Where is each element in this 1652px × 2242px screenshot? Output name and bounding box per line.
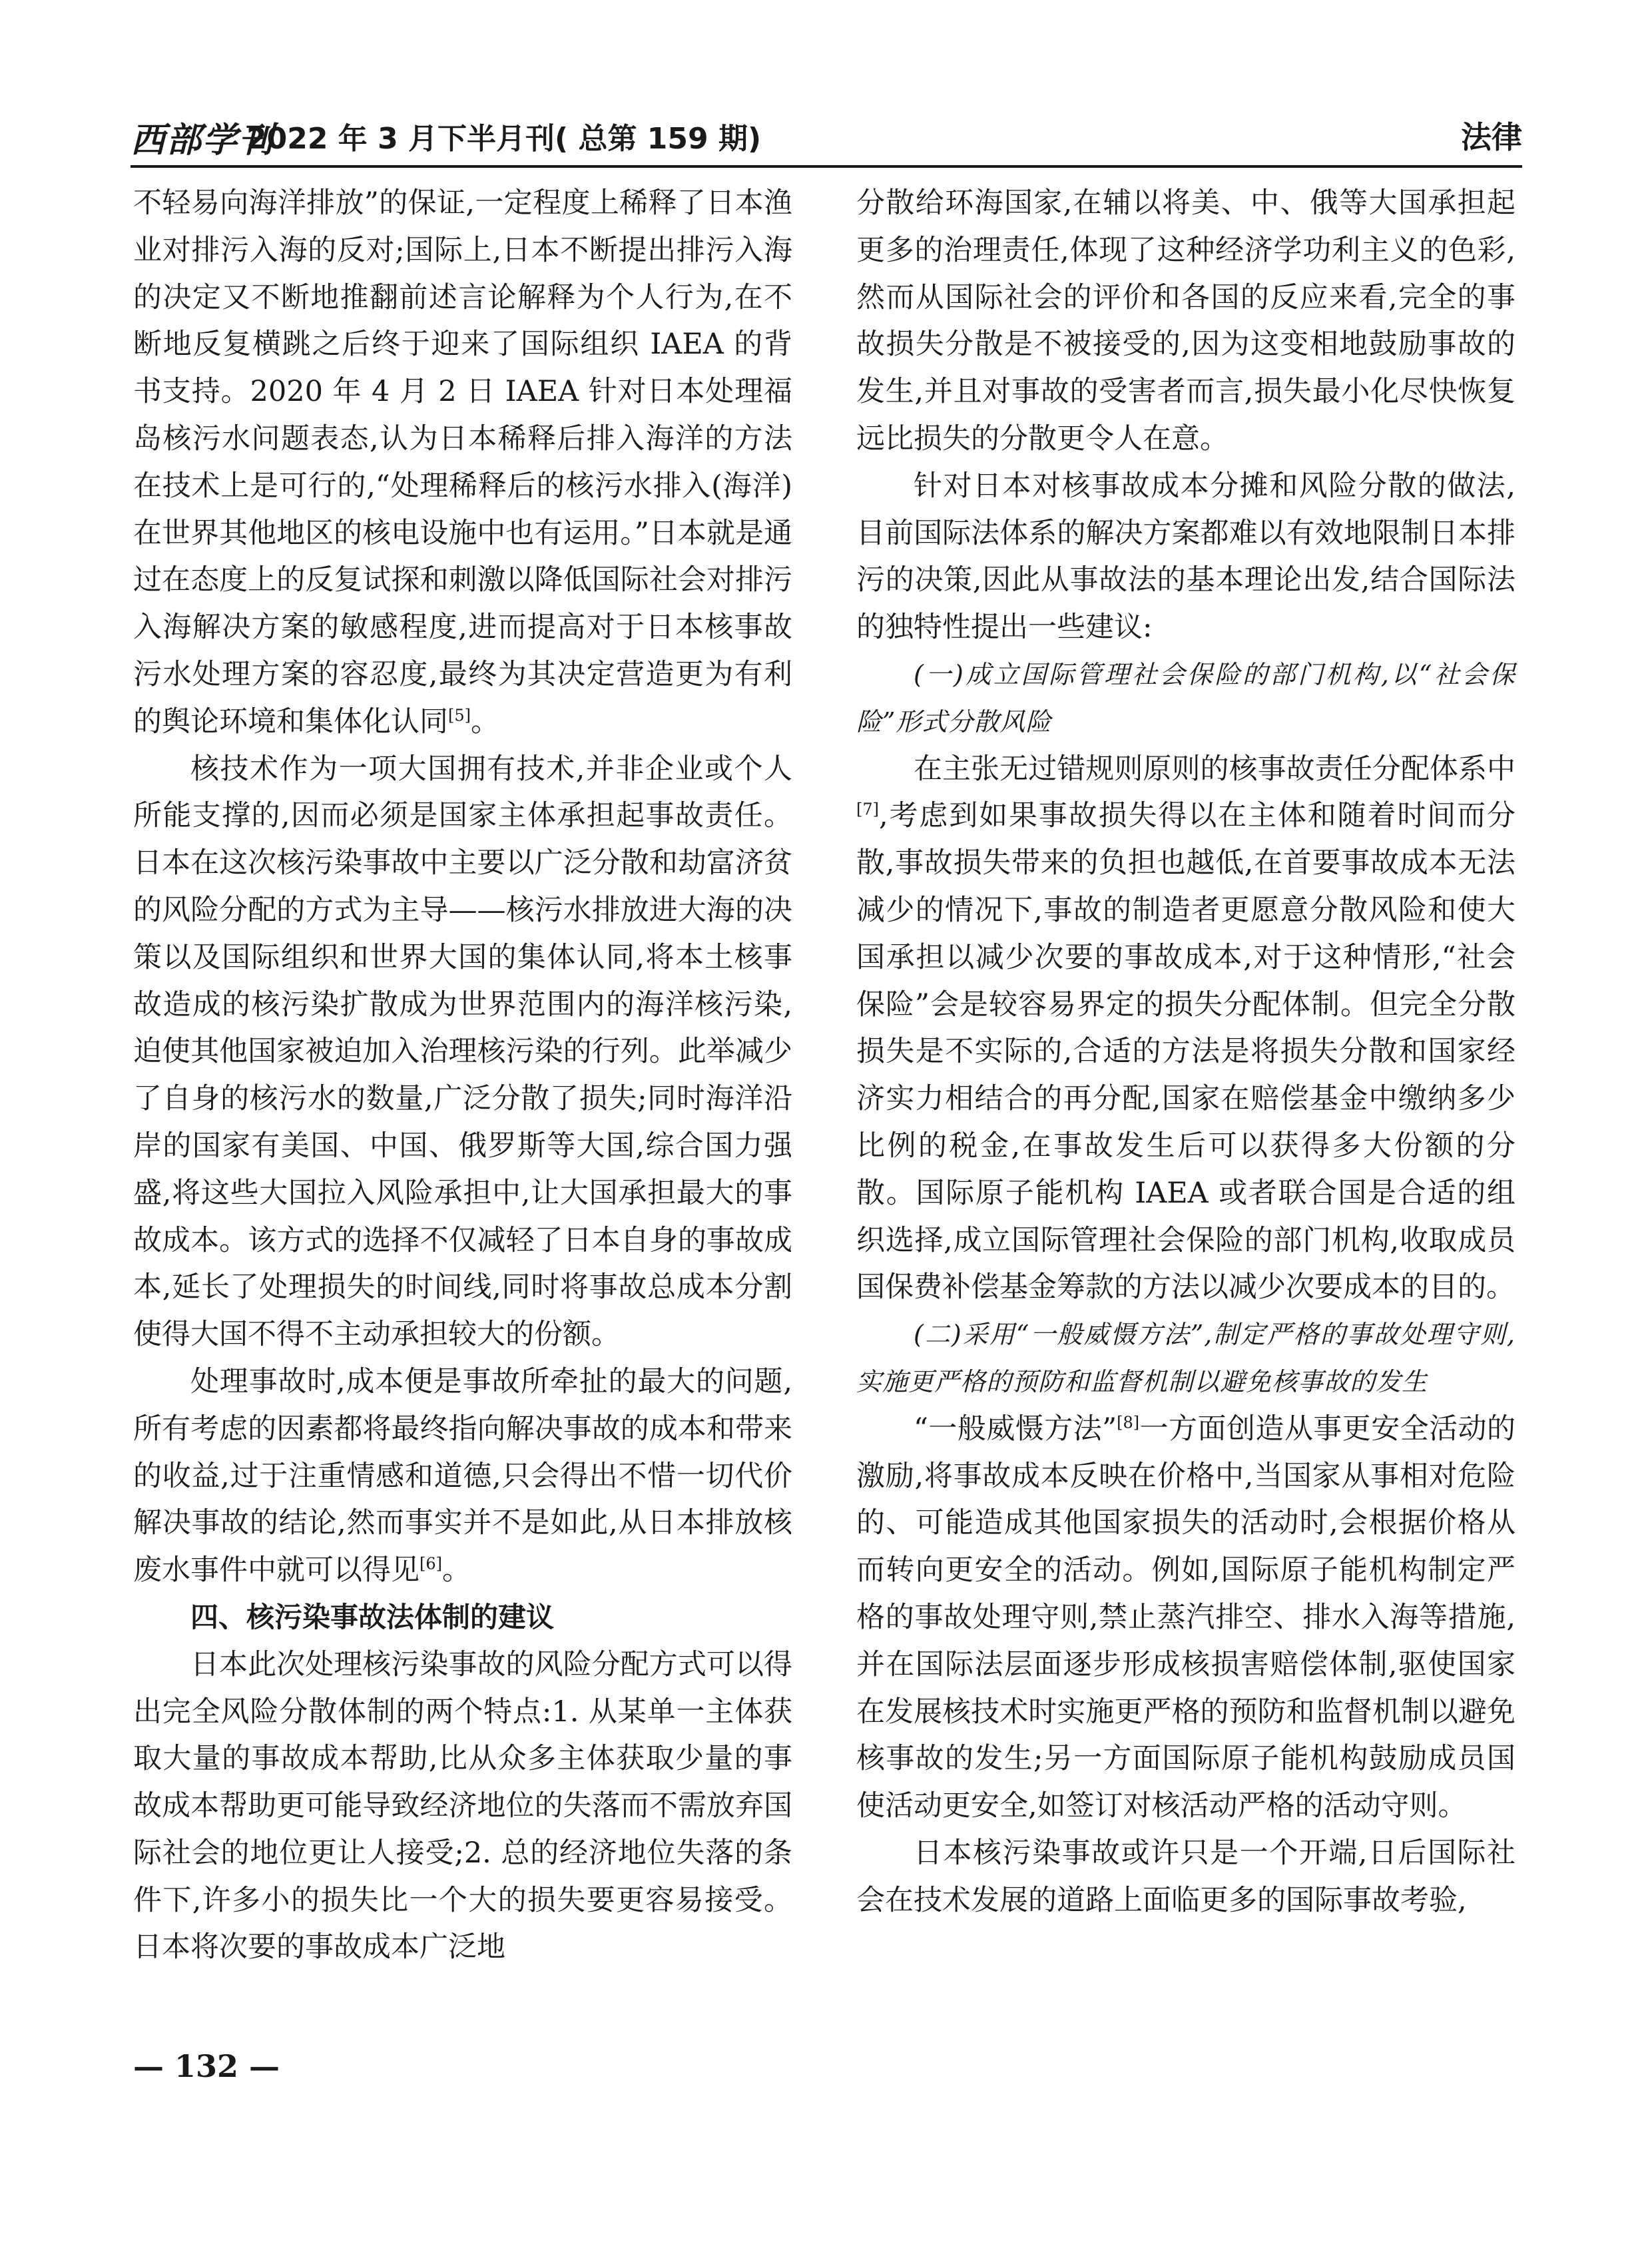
citation[interactable]: [6] bbox=[419, 1554, 442, 1573]
right-column bbox=[856, 180, 1515, 1924]
journal-logo: 西部学刊 bbox=[131, 120, 275, 160]
left-column bbox=[133, 180, 792, 1971]
page-number: — 132 — bbox=[133, 2048, 280, 2084]
section-name: 法律 bbox=[1461, 119, 1522, 155]
citation[interactable]: [5] bbox=[448, 706, 471, 725]
paragraph: 核技术作为一项大国拥有技术,并非企业或个人所能支撑的,因而必须是国家主体承担起事故责任。日本在这次核污染事故中主要以广泛分散和劫富济贫的风险分配的方式为主导——核污水排放进大海的决策以及国际组织和世界大国的集体认同,将本土核事故造成的核污染扩散成为世界范围内的海洋核污染,迫使其他国家被迫加入治理核污染的行列。此举减少了自身的核污水的数量,广泛分散了损失;同时海洋沿岸的国家有美国、中国、俄罗斯等大国,综合国力强盛,将这些大国拉入风险承担中,让大国承担最大的事故成本。该方式的选择不仅减轻了日本自身的事故成本,延长了处理损失的时间线,同时将事故总成本分割使得大国不得不主动承担较大的份额。 bbox=[133, 752, 792, 1352]
page-header bbox=[131, 112, 1522, 160]
subsection-heading: (一)成立国际管理社会保险的部门机构,以“社会保险”形式分散风险 bbox=[856, 659, 1515, 736]
paragraph: 日本核污染事故或许只是一个开端,日后国际社会在技术发展的道路上面临更多的国际事故考验, bbox=[856, 1836, 1515, 1917]
paragraph: 不轻易向海洋排放”的保证,一定程度上稀释了日本渔业对排污入海的反对;国际上,日本不断提出排污入海的决定又不断地推翻前述言论解释为个人行为,在不断地反复横跳之后终于迎来了国际组织 IAEA 的背书支持。2020 年 4 月 2 日 IAEA 针对日本处理福岛核污水问题表态,认为日本稀释后排入海洋的方法在技术上是可行的,“处理稀释后的核污水排入(海洋)在世界其他地区的核电设施中也有运用。”日本就是通过在态度上的反复试探和刺激以降低国际社会对排污入海解决方案的敏感程度,进而提高对于日本核事故污水处理方案的容忍度,最终为其决定营造更为有利的舆论环境和集体化认同[5]。 bbox=[133, 186, 792, 738]
citation[interactable]: [7] bbox=[856, 800, 879, 820]
header-rule bbox=[131, 165, 1522, 168]
paragraph: “一般威慑方法”[8]一方面创造从事更安全活动的激励,将事故成本反映在价格中,当国家从事相对危险的、可能造成其他国家损失的活动时,会根据价格从而转向更安全的活动。例如,国际原子能机构制定严格的事故处理守则,禁止蒸汽排空、排水入海等措施,并在国际法层面逐步形成核损害赔偿体制,驱使国家在发展核技术时实施更严格的预防和监督机制以避免核事故的发生;另一方面国际原子能机构鼓励成员国使活动更安全,如签订对核活动严格的活动守则。 bbox=[856, 1412, 1516, 1823]
subsection-heading: (二)采用“一般威慑方法”,制定严格的事故处理守则,实施更严格的预防和监督机制以避免核事故的发生 bbox=[856, 1320, 1515, 1396]
paragraph: 针对日本对核事故成本分摊和风险分散的做法,目前国际法体系的解决方案都难以有效地限制日本排污的决策,因此从事故法的基本理论出发,结合国际法的独特性提出一些建议: bbox=[856, 469, 1515, 645]
section-heading: 四、核污染事故法体制的建议 bbox=[190, 1600, 555, 1633]
paragraph: 在主张无过错规则原则的核事故责任分配体系中[7],考虑到如果事故损失得以在主体和随着时间而分散,事故损失带来的负担也越低,在首要事故成本无法减少的情况下,事故的制造者更愿意分散风险和使大国承担以减少次要的事故成本,对于这种情形,“社会保险”会是较容易界定的损失分配体制。但完全分散损失是不实际的,合适的方法是将损失分散和国家经济实力相结合的再分配,国家在赔偿基金中缴纳多少比例的税金,在事故发生后可以获得多大份额的分散。国际原子能机构 IAEA 或者联合国是合适的组织选择,成立国际管理社会保险的部门机构,收取成员国保费补偿基金筹款的方法以减少次要成本的目的。 bbox=[856, 752, 1515, 1304]
paragraph: 分散给环海国家,在辅以将美、中、俄等大国承担起更多的治理责任,体现了这种经济学功利主义的色彩,然而从国际社会的评价和各国的反应来看,完全的事故损失分散是不被接受的,因为这变相地鼓励事故的发生,并且对事故的受害者而言,损失最小化尽快恢复远比损失的分散更令人在意。 bbox=[856, 186, 1515, 455]
citation[interactable]: [8] bbox=[1117, 1413, 1140, 1432]
paragraph: 日本此次处理核污染事故的风险分配方式可以得出完全风险分散体制的两个特点:1. 从某单一主体获取大量的事故成本帮助,比从众多主体获取少量的事故成本帮助更可能导致经济地位的失落而不需放弃国际社会的地位更让人接受;2. 总的经济地位失落的条件下,许多小的损失比一个大的损失要更容易接受。日本将次要的事故成本广泛地 bbox=[133, 1647, 792, 1964]
paragraph: 处理事故时,成本便是事故所牵扯的最大的问题,所有考虑的因素都将最终指向解决事故的成本和带来的收益,过于注重情感和道德,只会得出不惜一切代价解决事故的结论,然而事实并不是如此,从日本排放核废水事件中就可以得见[6]。 bbox=[133, 1364, 792, 1587]
issue-info: 2022 年 3 月下半月刊( 总第 159 期) bbox=[246, 122, 762, 156]
